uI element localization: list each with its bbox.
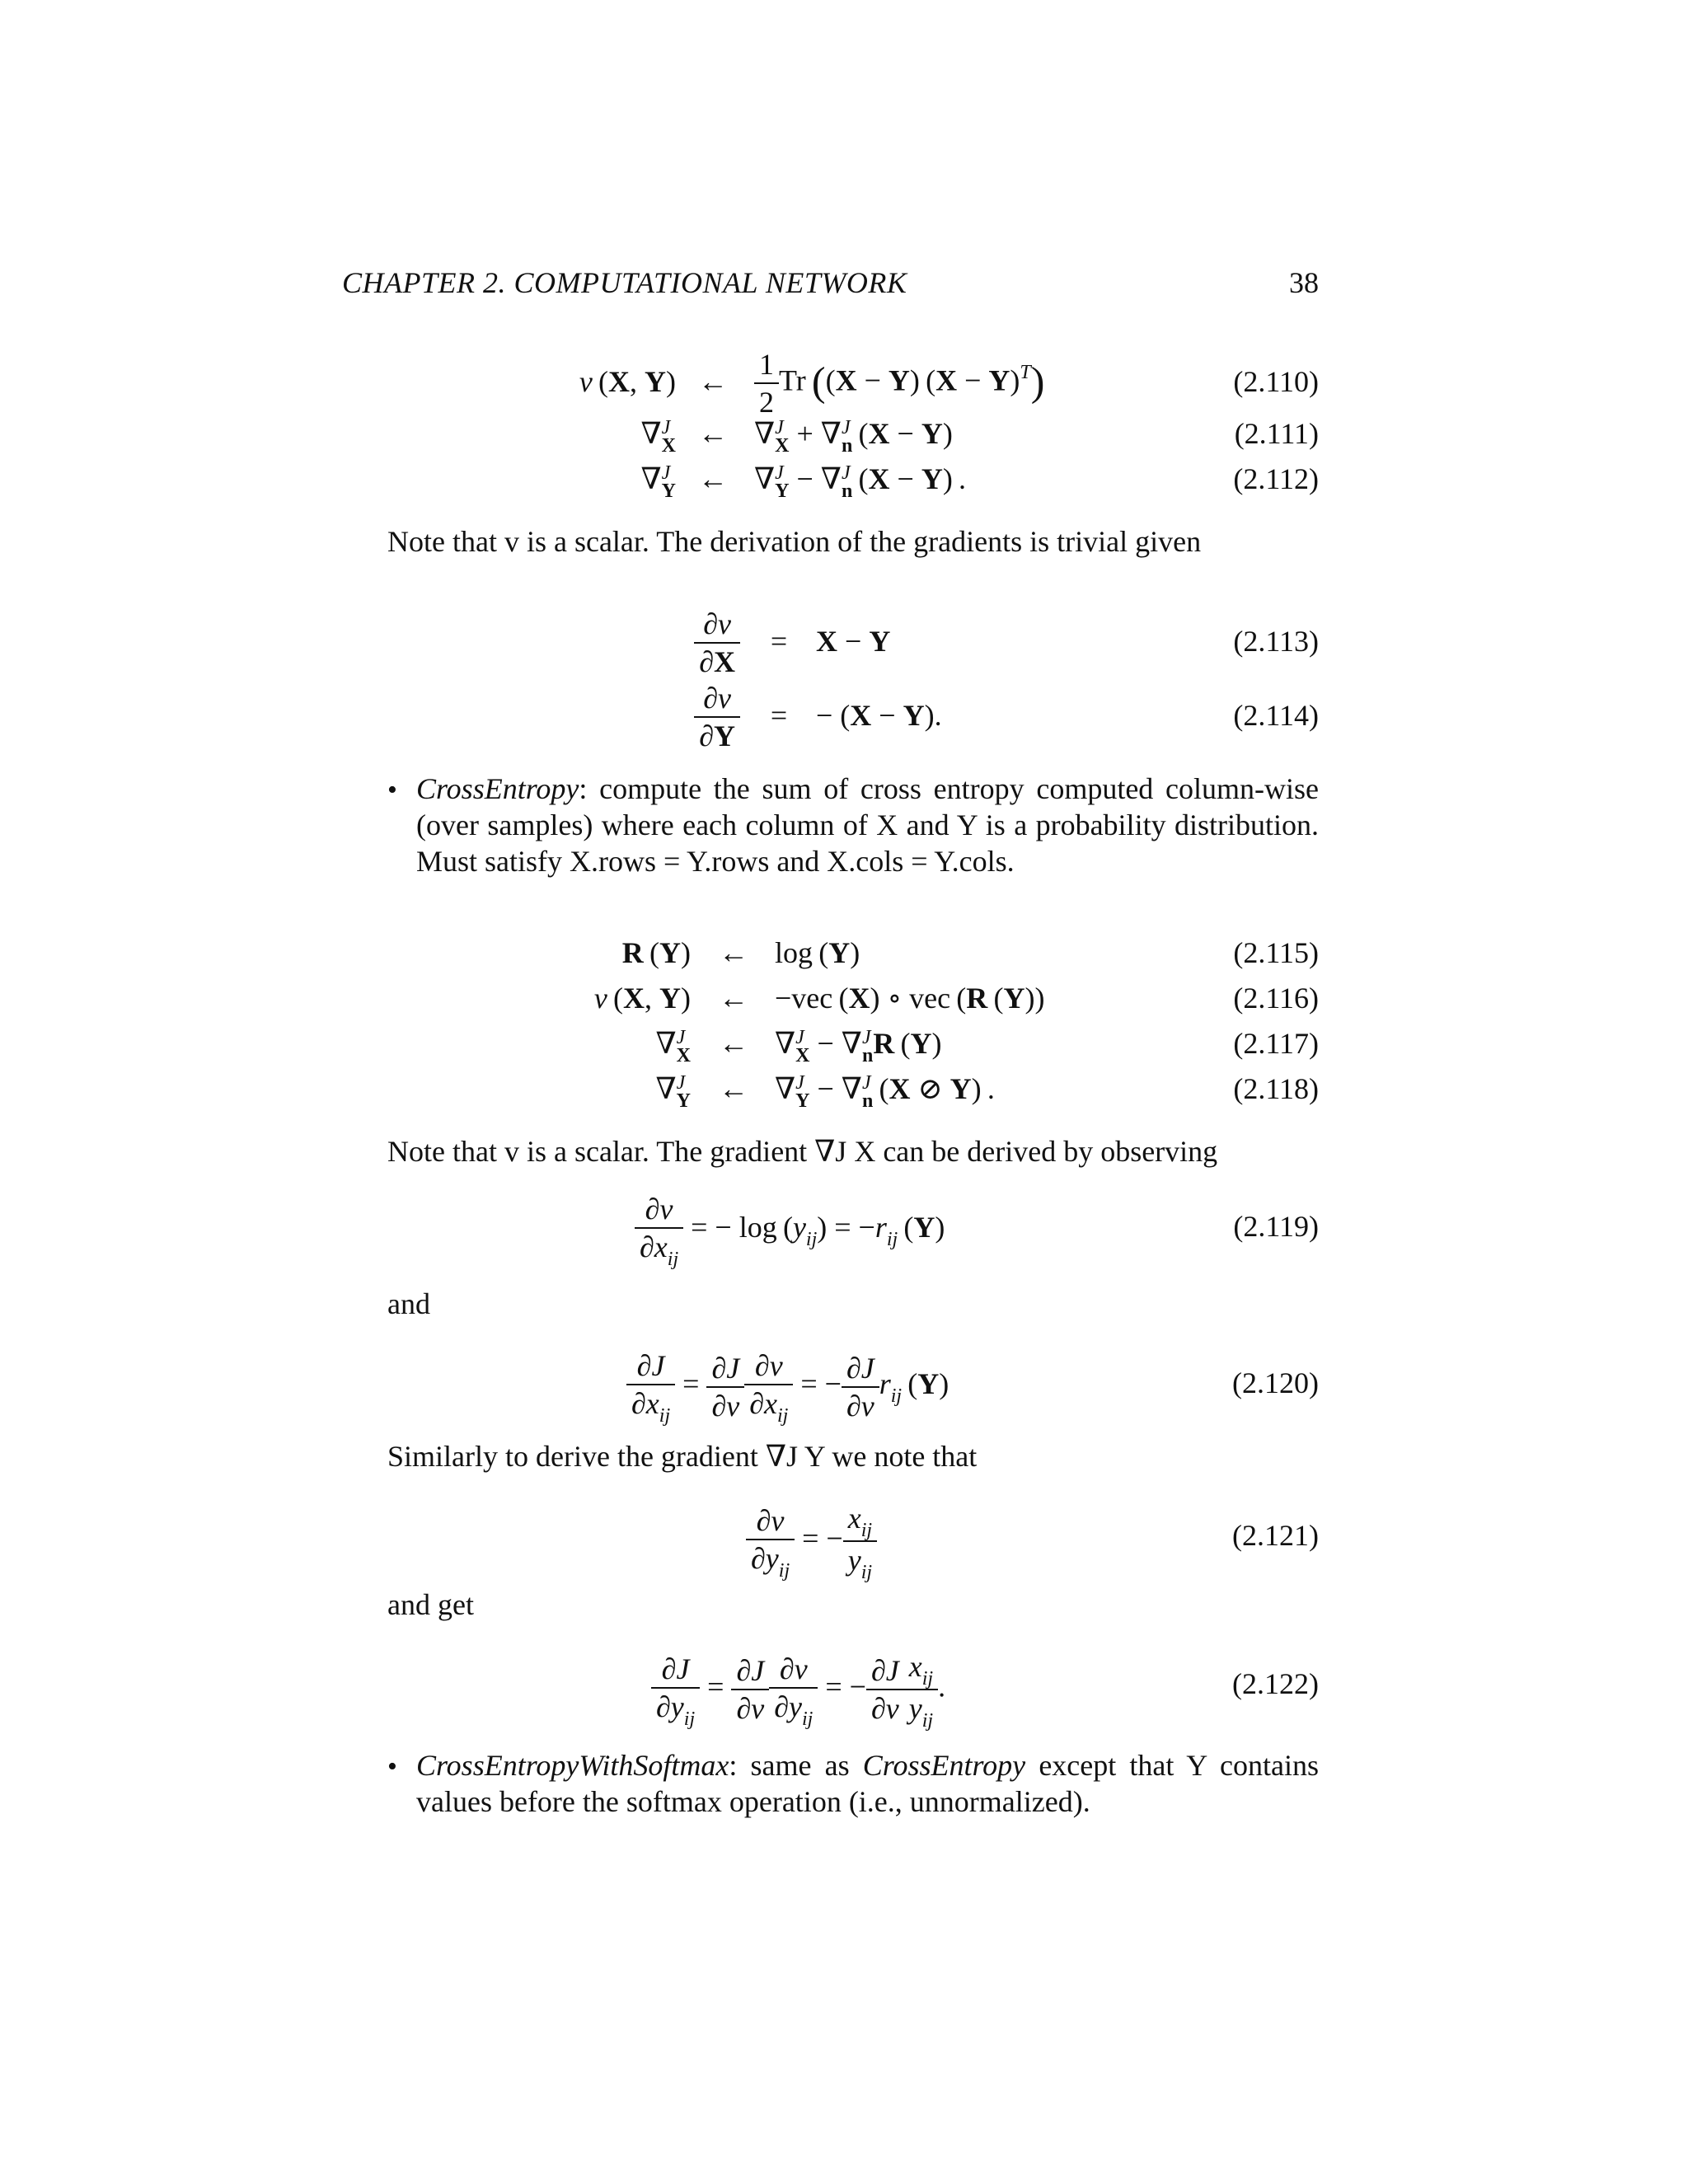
paragraph-and: and [387,1287,430,1320]
equation-number: (2.118) [1233,1072,1319,1105]
equation-2-112: ∇ J Y ← ∇ J Y − ∇ J n (X − Y) . (2.112) [640,462,1319,502]
equation-number: (2.119) [1233,1210,1319,1243]
paragraph-and-get: and get [387,1588,474,1621]
equation-2-111: ∇ J X ← ∇ J X + ∇ J n (X − Y) (2.111) [640,416,1319,457]
equation-number: (2.113) [1233,625,1319,658]
equation-2-115: R (Y) ← log (Y) (2.115) [621,936,1319,969]
paragraph-note-scalar: Note that v is a scalar. The derivation of the gradients is trivial given [387,525,1202,558]
equation-2-110: v (X, Y) ← $\frac{1}{2}$ Tr ((X − Y) $(X - Y)^T$) (2.110) [579,348,1319,419]
chapter-title: CHAPTER 2. COMPUTATIONAL NETWORK [342,266,907,299]
equation-number: (2.114) [1233,699,1319,732]
equation-2-117: ∇ J X ← ∇ J X − ∇ J n R (Y) (2.117) [655,1026,1319,1066]
equation-number: (2.117) [1233,1027,1319,1060]
paragraph-gradient-y: Similarly to derive the gradient ∇J Y we note that [387,1440,978,1473]
bullet-cross-entropy-softmax: CrossEntropyWithSoftmax: same as CrossEntropy except that Y contains values before the softmax operation (i.e., unnormalized). [416,1749,1320,1818]
page-number: 38 [1289,266,1319,299]
equation-number: (2.111) [1234,417,1319,450]
bullet-cross-entropy [416,771,1319,879]
equation-2-119: $\frac{\partial v}{\partial x_{ij}}$ = − $\log (y_{ij}) = -r_{ij}$ (Y) (2.119) [0,1191,1688,1267]
equation-number: (2.122) [1232,1667,1319,1700]
bullet-icon: • [387,775,397,805]
equation-number: (2.121) [1232,1519,1319,1552]
equation-2-121: $\frac{\partial v}{\partial y_{ij}}$ = − $\frac{x_{ij}}{y_{ij}}$ (2.121) [0,1500,1688,1576]
term-cross-entropy-with-softmax: CrossEntropyWithSoftmax [416,1749,729,1782]
equation-number: (2.110) [1233,365,1319,398]
equation-number: (2.120) [1232,1366,1319,1399]
equation-2-113: $\frac{\partial v}{\partial X}$ = X − Y (2.113) [0,606,1688,682]
running-header [342,265,1319,302]
equation-2-120: $\frac{\partial J}{\partial x_{ij}}$ = $\frac{\partial J}{\partial v}$ $\frac{\partial v}{\partial x_{ij}}$ = − $\frac{\partial J}{\partial v}$ $r_{ij}$ (Y) (2.120) [0,1347,1688,1423]
equation-2-122: $\frac{\partial J}{\partial y_{ij}}$ = $\frac{\partial J}{\partial v}$ $\frac{\partial v}{\partial y_{ij}}$ = − $\frac{\partial J}{\partial v}$ $\frac{x_{ij}}{y_{ij}}$ . (2.122) [0,1648,1688,1724]
equation-number: (2.112) [1233,462,1319,495]
equation-2-114: $\frac{\partial v}{\partial Y}$ = − (X − Y). (2.114) [0,680,1688,756]
bullet-cross-entropy-text: : compute the sum of cross entropy computed column-wise (over samples) where each column of X and Y is a probability distribution. Must satisfy X.rows = Y.rows and X.cols = Y.cols. [416,772,1319,878]
paragraph-gradient-x: Note that v is a scalar. The gradient ∇J X can be derived by observing [387,1135,1218,1168]
equation-2-118: ∇ J Y ← ∇ J Y − ∇ J n (X ⊘ Y) . (2.118) [655,1071,1319,1112]
equation-number: (2.116) [1233,982,1319,1015]
equation-2-116: v (X, Y) ← −vec (X) ∘ vec (R (Y)) (2.116) [593,982,1319,1015]
term-cross-entropy: CrossEntropy [416,772,579,805]
equation-number: (2.115) [1233,936,1319,969]
bullet-icon: • [387,1751,397,1782]
term-cross-entropy-ref: CrossEntropy [862,1749,1026,1782]
